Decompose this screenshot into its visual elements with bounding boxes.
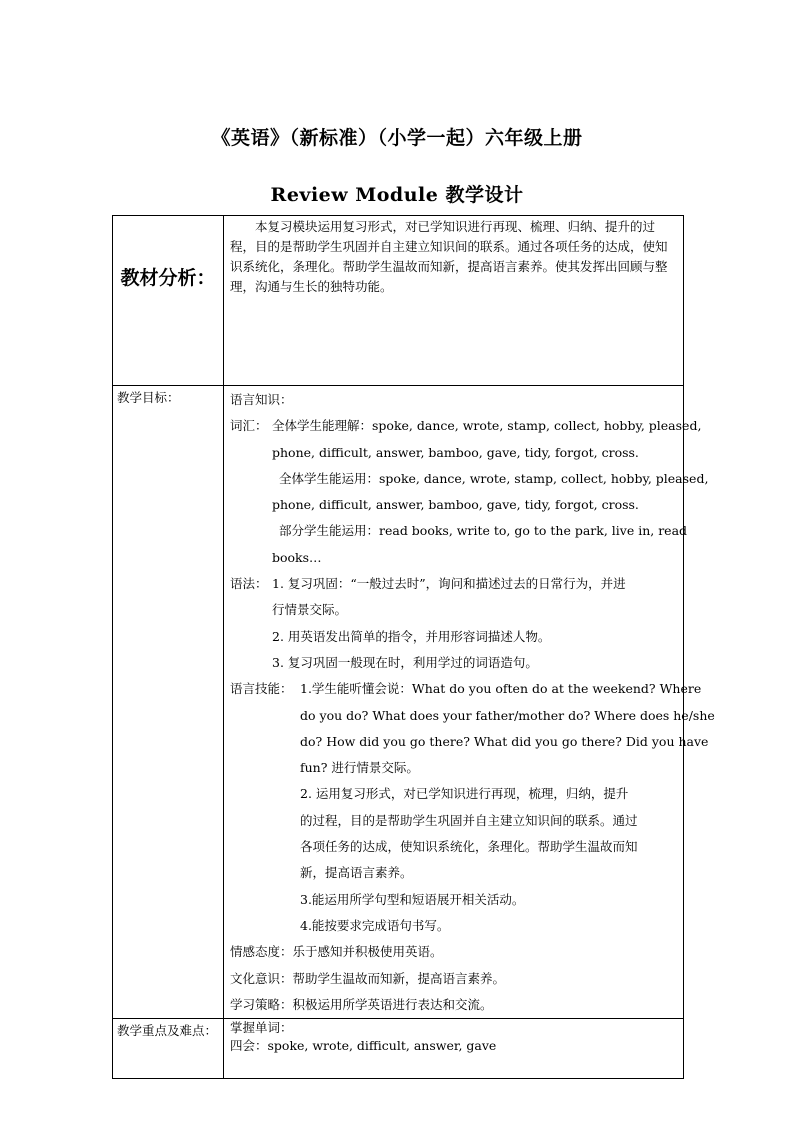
vocab-use-2: phone, difficult, answer, bamboo, gave, tidy, forgot, cross. bbox=[272, 497, 639, 513]
skills-item-2d: 新，提高语言素养。 bbox=[300, 865, 413, 881]
vocab-partial-2: books… bbox=[272, 549, 322, 565]
material-analysis-content bbox=[224, 216, 684, 386]
grammar-heading: 语法： bbox=[230, 576, 268, 592]
skills-item-3: 3.能运用所学句型和短语展开相关活动。 bbox=[300, 891, 525, 907]
key-points-content bbox=[224, 1019, 684, 1079]
table-row bbox=[113, 216, 684, 386]
skills-item-1d: fun? 进行情景交际。 bbox=[300, 760, 419, 776]
vocab-use-1: 全体学生能运用：spoke, dance, wrote, stamp, collect, hobby, pleased, bbox=[279, 470, 709, 486]
key-points-label: 教学重点及难点： bbox=[113, 1019, 224, 1079]
key-words-heading: 掌握单词： bbox=[230, 1020, 293, 1036]
teaching-goals-content bbox=[224, 386, 715, 1019]
language-knowledge-heading: 语言知识： bbox=[230, 392, 293, 407]
teaching-goals-label: 教学目标： bbox=[113, 386, 224, 1019]
key-words-list: 四会：spoke, wrote, difficult, answer, gave bbox=[230, 1038, 497, 1054]
skills-item-2c: 各项任务的达成，使知识系统化，条理化。帮助学生温故而知 bbox=[300, 839, 638, 855]
vocab-heading: 词汇： bbox=[230, 418, 268, 434]
skills-item-2a: 2. 运用复习形式，对已学知识进行再现，梳理，归纳，提升 bbox=[300, 786, 629, 802]
vocab-partial-1: 部分学生能运用：read books, write to, go to the park, live in, read bbox=[279, 523, 688, 539]
grammar-item-1a: 1. 复习巩固：“一般过去时”，询问和描述过去的日常行为，并进 bbox=[272, 576, 626, 592]
culture-line: 文化意识：帮助学生温故而知新，提高语言素养。 bbox=[230, 970, 506, 986]
strategy-line: 学习策略：积极运用所学英语进行表达和交流。 bbox=[230, 996, 493, 1012]
skills-heading: 语言技能： bbox=[230, 681, 293, 697]
table-row bbox=[113, 1019, 684, 1079]
grammar-line bbox=[230, 571, 677, 597]
attitude-line: 情感态度：乐于感知并积极使用英语。 bbox=[230, 944, 443, 960]
skills-item-2b: 的过程，目的是帮助学生巩固并自主建立知识间的联系。通过 bbox=[300, 812, 638, 828]
vocab-line bbox=[230, 413, 702, 439]
vocab-understand-2: phone, difficult, answer, bamboo, gave, tidy, forgot, cross. bbox=[272, 444, 639, 460]
lesson-plan-table bbox=[112, 215, 715, 1079]
document-subtitle: Review Module 教学设计 bbox=[270, 184, 524, 206]
grammar-item-3: 3. 复习巩固一般现在时，利用学过的词语造句。 bbox=[272, 654, 538, 670]
skills-item-1c: do? How did you go there? What did you go there? Did you have bbox=[300, 733, 709, 749]
vocab-understand-1: 全体学生能理解：spoke, dance, wrote, stamp, collect, hobby, pleased, bbox=[272, 418, 702, 434]
material-analysis-label: 教材分析： bbox=[113, 216, 224, 386]
skills-item-1b: do you do? What does your father/mother do? Where does he/she bbox=[300, 707, 715, 723]
document-title: 《英语》（新标准）（小学一起）六年级上册 bbox=[211, 127, 583, 149]
skills-item-1a: 1.学生能听懂会说：What do you often do at the weekend? Where bbox=[300, 681, 702, 697]
skills-item-4: 4.能按要求完成语句书写。 bbox=[300, 917, 450, 933]
grammar-item-2: 2. 用英语发出简单的指令，并用形容词描述人物。 bbox=[272, 628, 551, 644]
material-analysis-text: 本复习模块运用复习形式，对已学知识进行再现、梳理、归纳、提升的过程，目的是帮助学生巩固并自主建立知识间的联系。通过各项任务的达成，使知识系统化，条理化。帮助学生温故而知新，提高语言素养。使其发挥出回顾与整理，沟通与生长的独特功能。 bbox=[230, 219, 668, 294]
grammar-item-1b: 行情景交际。 bbox=[272, 602, 348, 618]
skills-line bbox=[230, 676, 702, 702]
table-row bbox=[113, 386, 684, 1019]
